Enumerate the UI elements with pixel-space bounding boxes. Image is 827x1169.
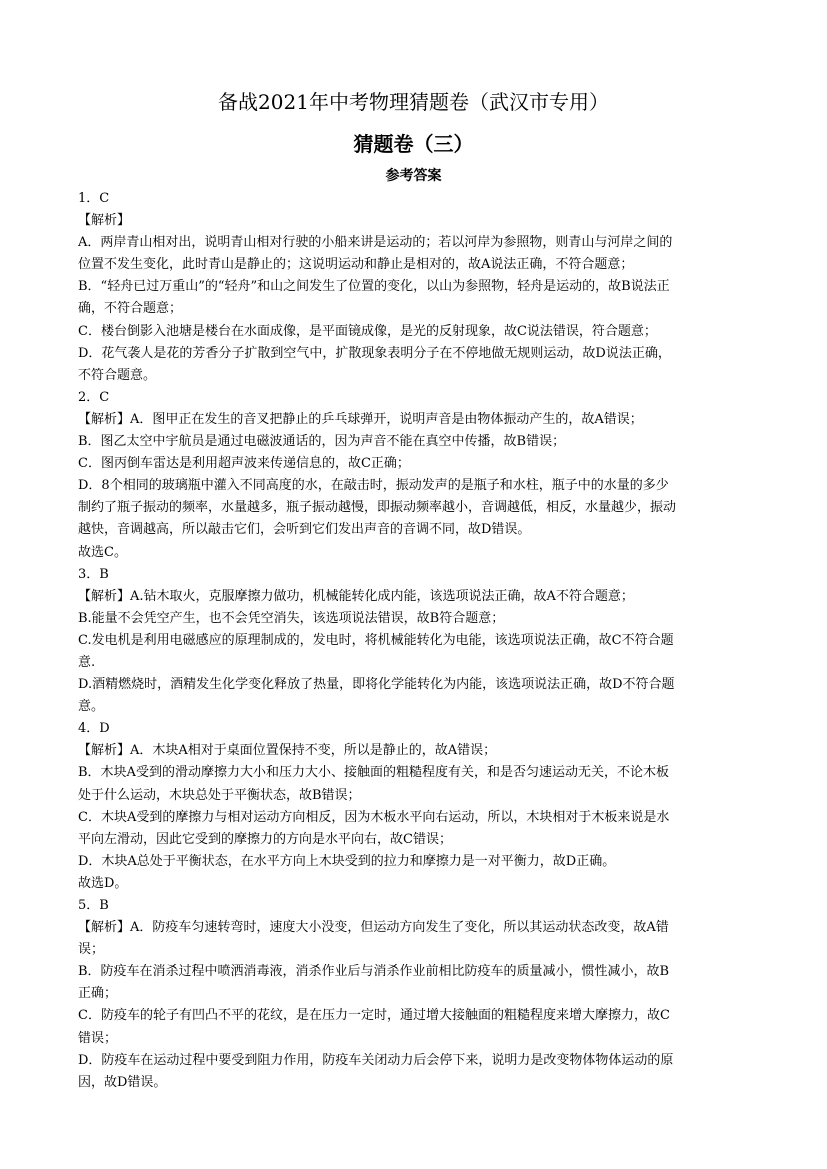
text-line: 【解析】A．图甲正在发生的音叉把静止的乒乓球弹开，说明声音是由物体振动产生的，故A错误； bbox=[78, 411, 643, 427]
text-line: D．木块A总处于平衡状态，在水平方向上木块受到的拉力和摩擦力是一对平衡力，故D正确。 bbox=[78, 853, 616, 869]
text-line: C．木块A受到的摩擦力与相对运动方向相反，因为木板水平向右运动，所以，木块相对于木板来说是水 bbox=[78, 809, 670, 825]
text-line: D．花气袭人是花的芳香分子扩散到空气中，扩散现象表明分子在不停地做无规则运动，故D说法正确， bbox=[78, 345, 671, 361]
text-line: 平向左滑动，因此它受到的摩擦力的方向是水平向右，故C错误； bbox=[78, 831, 452, 847]
text-line: 制约了瓶子振动的频率，水量越多，瓶子振动越慢，即振动频率越小，音调越低，相反，水量越少，振动 bbox=[78, 500, 677, 516]
text-line: 【解析】A．防疫车匀速转弯时，速度大小没变，但运动方向发生了变化，所以其运动状态改变，故A错 bbox=[78, 920, 669, 936]
text-line: 因，故D错误。 bbox=[78, 1074, 167, 1090]
text-line: B．木块A受到的滑动摩擦力大小和压力大小、接触面的粗糙程度有关，和是否匀速运动无关，不论木板 bbox=[78, 765, 669, 781]
text-line: 故选D。 bbox=[78, 875, 128, 891]
text-line: 处于什么运动，木块总处于平衡状态，故B错误； bbox=[78, 787, 361, 803]
text-line: 故选C。 bbox=[78, 544, 127, 560]
text-line: 5．B bbox=[78, 898, 109, 913]
text-line: 正确； bbox=[78, 986, 118, 1002]
text-line: 【解析】A.钻木取火，克服摩擦力做功，机械能转化成内能，该选项说法正确，故A不符合题意； bbox=[78, 588, 634, 604]
text-line: 确，不符合题意； bbox=[78, 301, 183, 317]
text-line: 意。 bbox=[78, 699, 105, 715]
text-line: 【解析】 bbox=[78, 213, 131, 229]
text-line: 意. bbox=[78, 654, 96, 670]
text-line: C.发电机是利用电磁感应的原理制成的，发电时，将机械能转化为电能，该选项说法正确，故C不符合题 bbox=[78, 632, 674, 648]
answer-content bbox=[78, 188, 754, 1094]
text-line: 4．D bbox=[78, 721, 110, 737]
text-line: B．防疫车在消杀过程中喷洒消毒液，消杀作业后与消杀作业前相比防疫车的质量减小，惯性减小，故B bbox=[78, 964, 670, 980]
text-line: C．楼台倒影入池塘是楼台在水面成像，是平面镜成像，是光的反射现象，故C说法错误，符合题意； bbox=[78, 323, 657, 339]
text-line: B.能量不会凭空产生，也不会凭空消失，该选项说法错误，故B符合题意； bbox=[78, 610, 505, 626]
document-title: 备战2021年中考物理猜题卷（武汉市专用） bbox=[218, 90, 609, 114]
text-line: 位置不发生变化，此时青山是静止的；这说明运动和静止是相对的，故A说法正确，不符合题意； bbox=[78, 257, 634, 273]
text-line: D．8个相同的玻璃瓶中灌入不同高度的水，在敲击时，振动发声的是瓶子和水柱，瓶子中的水量的多少 bbox=[78, 478, 669, 494]
text-line: C．图丙倒车雷达是利用超声波来传递信息的，故C正确； bbox=[78, 456, 410, 472]
text-line: A．两岸青山相对出，说明青山相对行驶的小船来讲是运动的；若以河岸为参照物，则青山与河岸之间的 bbox=[78, 235, 673, 251]
answers-heading: 参考答案 bbox=[385, 168, 442, 184]
text-line: 不符合题意。 bbox=[78, 367, 157, 383]
text-line: 3．B bbox=[78, 566, 109, 582]
text-line: C．防疫车的轮子有凹凸不平的花纹，是在压力一定时，通过增大接触面的粗糙程度来增大摩擦力，故C bbox=[78, 1008, 670, 1024]
text-line: B．图乙太空中宇航员是通过电磁波通话的，因为声音不能在真空中传播，故B错误； bbox=[78, 434, 566, 450]
text-line: D．防疫车在运动过程中要受到阻力作用，防疫车关闭动力后会停下来，说明力是改变物体物体运动的原 bbox=[78, 1052, 674, 1068]
text-line: D.酒精燃烧时，酒精发生化学变化释放了热量，即将化学能转化为内能，该选项说法正确，故D不符合题 bbox=[78, 677, 675, 693]
text-line: 错误； bbox=[78, 1030, 118, 1046]
text-line: 越快，音调越高，所以敲击它们，会听到它们发出声音的音调不同，故D错误。 bbox=[78, 522, 531, 538]
text-line: 2．C bbox=[78, 389, 110, 405]
text-line: 【解析】A．木块A相对于桌面位置保持不变，所以是静止的，故A错误； bbox=[78, 743, 497, 759]
text-line: 误； bbox=[78, 942, 105, 958]
paper-subtitle: 猜题卷（三） bbox=[353, 132, 474, 156]
text-line: 1．C bbox=[78, 191, 110, 206]
text-line: B．“轻舟已过万重山”的“轻舟”和山之间发生了位置的变化，以山为参照物，轻舟是运动的，故B说法正 bbox=[78, 279, 670, 295]
